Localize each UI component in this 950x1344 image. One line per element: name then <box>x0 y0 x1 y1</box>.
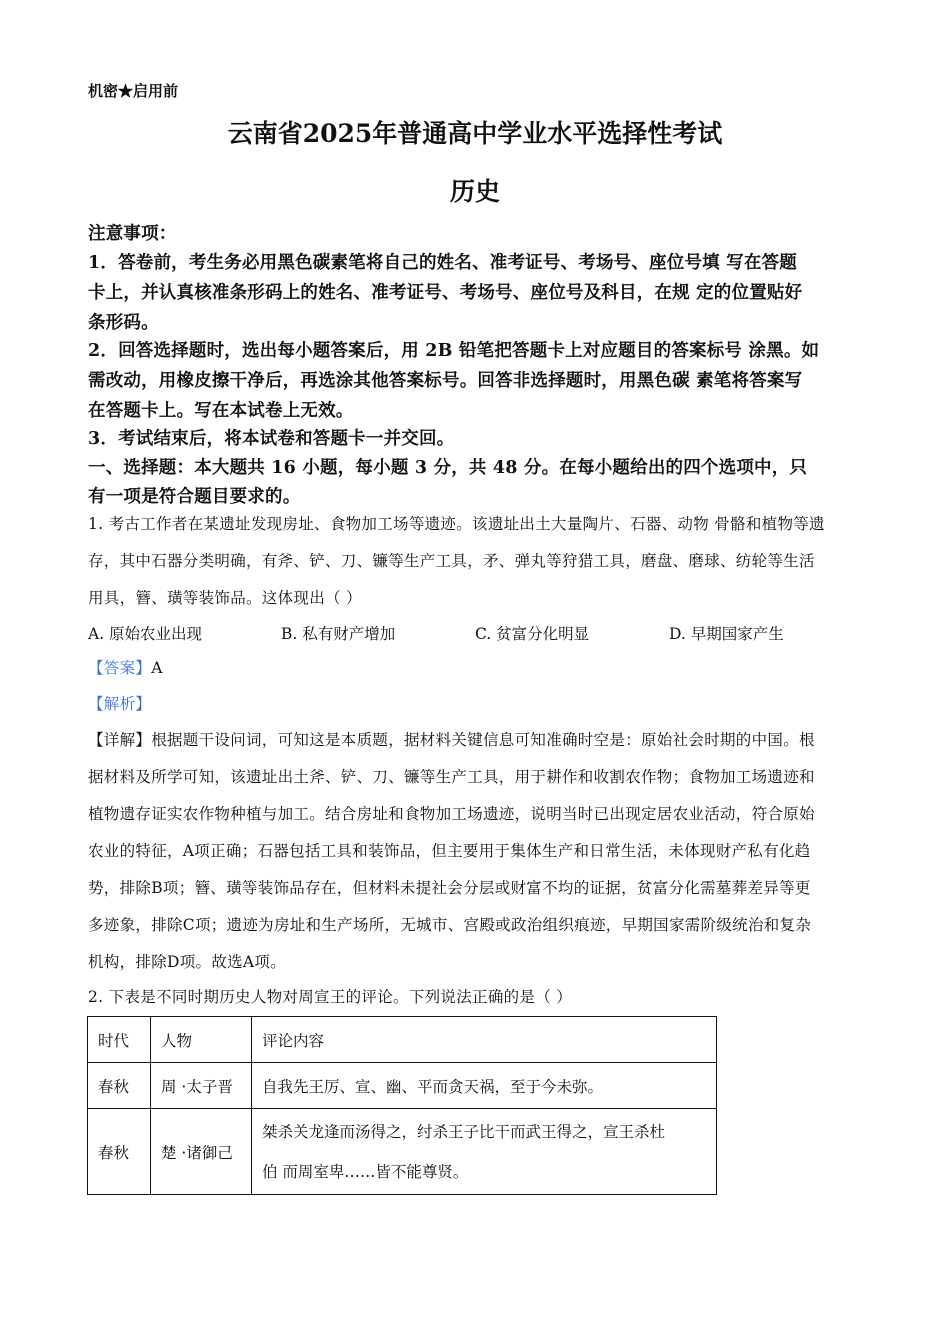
detail-line: 【详解】根据题干设问词，可知这是本质题，据材料关键信息可知准确时空是：原始社会时期的中国。根 <box>88 731 815 749</box>
table-row <box>88 1109 717 1195</box>
cell-person: 楚 ·诸御己 <box>151 1109 252 1195</box>
notice-line: 1．答卷前，考生务必用黑色碳素笔将自己的姓名、准考证号、考场号、座位号填 写在答题 <box>88 253 797 273</box>
section-heading: 有一项是符合题目要求的。 <box>88 487 301 507</box>
option-d: D. 早期国家产生 <box>669 625 784 643</box>
option-c: C. 贫富分化明显 <box>475 625 590 643</box>
question-2-stem: 2. 下表是不同时期历史人物对周宣王的评论。下列说法正确的是（ ） <box>88 988 573 1006</box>
option-b: B. 私有财产增加 <box>281 625 396 643</box>
header-person: 人物 <box>151 1017 252 1063</box>
header-comment: 评论内容 <box>252 1017 717 1063</box>
confidential-label: 机密★启用前 <box>88 82 179 100</box>
question-1-stem: 存，其中石器分类明确，有斧、铲、刀、镰等生产工具，矛、弹丸等狩猎工具，磨盘、磨球、纺轮等生活 <box>88 552 815 570</box>
detail-line: 机构，排除D项。故选A项。 <box>88 953 287 971</box>
option-a: A. 原始农业出现 <box>88 625 203 643</box>
detail-line: 势，排除B项；簪、璜等装饰品存在，但材料未提社会分层或财富不均的证据，贫富分化需墓葬差异等更 <box>88 879 811 897</box>
question-1-stem: 用具，簪、璜等装饰品。这体现出（ ） <box>88 589 362 607</box>
answer-value: A <box>151 659 163 677</box>
question-1-stem: 1. 考古工作者在某遗址发现房址、食物加工场等遗迹。该遗址出土大量陶片、石器、动物 骨骼和植物等遗 <box>88 515 825 533</box>
comment-table <box>87 1016 717 1195</box>
section-heading: 一、选择题：本大题共 16 小题，每小题 3 分，共 48 分。在每小题给出的四个选项中，只 <box>88 458 808 478</box>
answer-label: 【答案】 <box>88 659 152 677</box>
analysis-label: 【解析】 <box>88 695 152 713</box>
cell-era: 春秋 <box>88 1063 151 1109</box>
answer-line <box>88 656 163 678</box>
detail-line: 植物遗存证实农作物种植与加工。结合房址和食物加工场遗迹，说明当时已出现定居农业活动，符合原始 <box>88 805 815 823</box>
detail-line: 据材料及所学可知，该遗址出土斧、铲、刀、镰等生产工具，用于耕作和收割农作物；食物加工场遗迹和 <box>88 768 815 786</box>
cell-comment: 自我先王厉、宣、幽、平而贪天祸，至于今未弥。 <box>252 1063 717 1109</box>
notice-line: 需改动，用橡皮擦干净后，再选涂其他答案标号。回答非选择题时，用黑色碳 素笔将答案写 <box>88 371 803 391</box>
notice-line: 在答题卡上。写在本试卷上无效。 <box>88 401 354 421</box>
notice-line: 3．考试结束后，将本试卷和答题卡一并交回。 <box>88 429 455 449</box>
cell-era: 春秋 <box>88 1109 151 1195</box>
detail-line: 多迹象，排除C项；遗迹为房址和生产场所，无城市、宫殿或政治组织痕迹，早期国家需阶级统治和复杂 <box>88 916 812 934</box>
cell-comment <box>252 1109 717 1195</box>
notice-line: 条形码。 <box>88 313 159 333</box>
notice-line: 2．回答选择题时，选出每小题答案后，用 2B 铅笔把答题卡上对应题目的答案标号 涂黑。如 <box>88 341 820 361</box>
table-row <box>88 1063 717 1109</box>
subject-title: 历史 <box>449 177 500 206</box>
comment-line: 伯 而周室卑……皆不能尊贤。 <box>262 1162 469 1181</box>
notice-line: 卡上，并认真核准条形码上的姓名、准考证号、考场号、座位号及科目，在规 定的位置贴好 <box>88 283 803 303</box>
detail-line: 农业的特征，A项正确；石器包括工具和装饰品，但主要用于集体生产和日常生活，未体现财产私有化趋 <box>88 842 811 860</box>
cell-person: 周 ·太子晋 <box>151 1063 252 1109</box>
notice-heading: 注意事项： <box>88 224 177 244</box>
comment-line: 桀杀关龙逢而汤得之，纣杀王子比干而武王得之，宣王杀杜 <box>262 1122 666 1141</box>
table-header-row <box>88 1017 717 1063</box>
header-era: 时代 <box>88 1017 151 1063</box>
exam-title: 云南省2025年普通高中学业水平选择性考试 <box>227 119 723 148</box>
